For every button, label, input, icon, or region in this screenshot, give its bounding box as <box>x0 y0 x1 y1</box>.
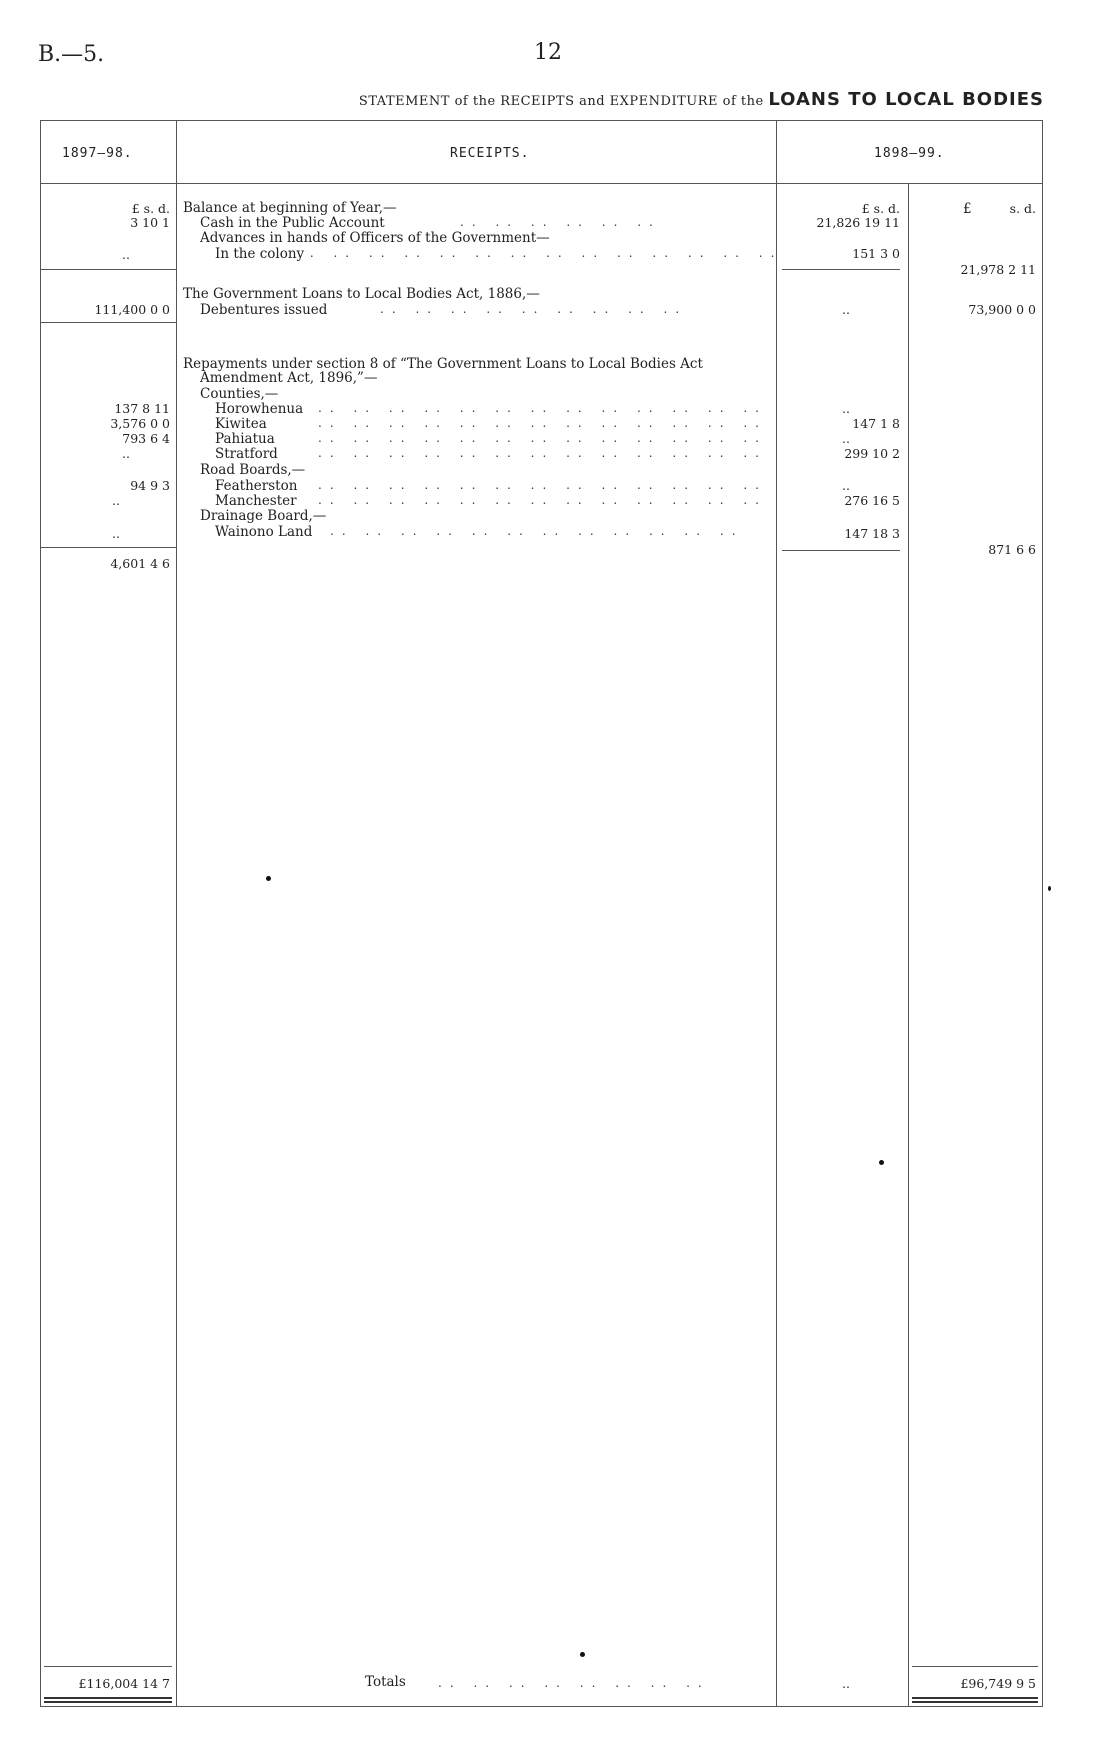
act1886-heading: The Government Loans to Local Bodies Act, 1886,— <box>183 286 540 302</box>
right-border <box>1042 120 1043 1706</box>
item-prev: 793 6 4 <box>122 431 170 446</box>
counties-label: Counties,— <box>200 386 279 402</box>
leader-dots: .. .. .. .. .. .. .. .. .. .. .. .. .. <box>318 431 767 445</box>
rule-left-2 <box>40 322 176 323</box>
repayments-heading-2: Amendment Act, 1896,”— <box>200 370 378 386</box>
drainage-item-cur: 147 18 3 <box>844 526 900 541</box>
rule-left-1 <box>40 269 176 270</box>
leader-dots: .. .. .. .. .. .. .. .. .. <box>380 302 688 316</box>
ink-speck <box>266 876 271 881</box>
drainage-label: Drainage Board,— <box>200 508 327 524</box>
header-divider <box>40 183 1043 184</box>
colony-prev: .. <box>122 247 130 262</box>
statement-title <box>359 89 1044 110</box>
debentures-label: Debentures issued <box>200 302 328 318</box>
item-cur: .. <box>842 431 850 446</box>
totals-cur: £96,749 9 5 <box>960 1676 1036 1691</box>
rule-mid-1 <box>782 269 900 270</box>
leader-dots: .. .. .. .. .. .. .. .. .. .. .. .. .. <box>318 478 767 492</box>
page-number: 12 <box>534 40 562 65</box>
item-label: Pahiatua <box>215 431 275 447</box>
column-header-1897: 1897–98. <box>62 146 133 161</box>
totals-rule-right <box>912 1666 1038 1667</box>
item-cur: 147 1 8 <box>852 416 900 431</box>
totals-label: Totals <box>365 1674 406 1690</box>
item-label: Stratford <box>215 446 278 462</box>
rule-mid-3 <box>782 550 900 551</box>
road-item-cur: 276 16 5 <box>844 493 900 508</box>
road-item-prev: 94 9 3 <box>130 478 170 493</box>
cash-label: Cash in the Public Account <box>200 215 385 231</box>
col-divider-3 <box>908 183 909 1706</box>
item-prev: 137 8 11 <box>114 401 170 416</box>
cash-cur: 21,826 19 11 <box>816 215 900 230</box>
balance-heading: Balance at beginning of Year,— <box>183 200 397 216</box>
totals-prev: £116,004 14 7 <box>78 1676 170 1691</box>
leader-dots: .. .. .. .. .. .. .. .. .. .. .. .. .. .. <box>298 246 783 260</box>
debentures-prev: 111,400 0 0 <box>94 302 170 317</box>
table-bottom-border <box>40 1706 1043 1707</box>
debentures-cur: 73,900 0 0 <box>968 302 1036 317</box>
title-big: LOANS TO LOCAL BODIES <box>768 89 1044 110</box>
drainage-item-prev: .. <box>112 526 120 541</box>
drainage-item-label: Wainono Land <box>215 524 313 540</box>
units-pound: £ <box>963 201 972 217</box>
road-item-cur: .. <box>842 478 850 493</box>
column-header-receipts: RECEIPTS. <box>450 146 530 161</box>
road-item-label: Manchester <box>215 493 297 509</box>
title-small: STATEMENT of the RECEIPTS and EXPENDITURE of the <box>358 94 764 109</box>
double-rule-left-a <box>44 1697 172 1699</box>
item-cur: .. <box>842 401 850 416</box>
column-header-1898: 1898–99. <box>874 146 945 161</box>
left-border <box>40 120 41 1706</box>
leader-dots: .. .. .. .. .. .. .. .. .. .. .. .. .. <box>318 416 767 430</box>
leader-dots: .. .. .. .. .. .. .. .. .. .. .. .. .. <box>318 493 767 507</box>
table-top-border <box>40 120 1043 121</box>
item-label: Horowhenua <box>215 401 304 417</box>
colony-label: In the colony <box>215 246 305 262</box>
units-sd: s. d. <box>1009 201 1036 216</box>
rule-left-3 <box>40 547 176 548</box>
ink-speck <box>879 1160 884 1165</box>
ink-speck <box>580 1652 585 1657</box>
units-mid: £ s. d. <box>861 201 900 216</box>
repayments-subtotal-prev: 4,601 4 6 <box>110 556 170 571</box>
totals-rule-left <box>44 1666 172 1667</box>
leader-dots: .. .. .. .. .. .. .. .. .. .. .. .. .. <box>318 446 767 460</box>
item-prev: 3,576 0 0 <box>110 416 170 431</box>
col-divider-2 <box>776 120 777 1706</box>
double-rule-right-a <box>912 1697 1038 1699</box>
totals-mid: .. <box>842 1676 850 1691</box>
colony-cur: 151 3 0 <box>852 246 900 261</box>
leader-dots: .. .. .. .. .. .. .. .. .. .. .. .. .. <box>318 401 767 415</box>
col-divider-1 <box>176 120 177 1706</box>
repayments-heading-1: Repayments under section 8 of “The Government Loans to Local Bodies Act <box>183 356 703 372</box>
leader-dots: .. .. .. .. .. .. .. .. <box>438 1676 710 1690</box>
repayments-subtotal-cur: 871 6 6 <box>988 542 1036 557</box>
leader-dots: .. .. .. .. .. .. <box>460 215 661 229</box>
double-rule-right-b <box>912 1701 1038 1703</box>
ink-speck <box>1048 886 1051 891</box>
debentures-cur-mid: .. <box>842 302 850 317</box>
double-rule-left-b <box>44 1701 172 1703</box>
road-item-label: Featherston <box>215 478 298 494</box>
units-left: £ s. d. <box>131 201 170 216</box>
item-prev: .. <box>122 446 130 461</box>
advances-label: Advances in hands of Officers of the Government— <box>200 230 550 246</box>
road-item-prev: .. <box>112 493 120 508</box>
document-reference: B.—5. <box>38 42 105 67</box>
leader-dots: .. .. .. .. .. .. .. .. .. .. .. .. <box>330 524 744 538</box>
balance-subtotal: 21,978 2 11 <box>960 262 1036 277</box>
cash-prev: 3 10 1 <box>130 215 170 230</box>
item-cur: 299 10 2 <box>844 446 900 461</box>
item-label: Kiwitea <box>215 416 267 432</box>
road-boards-label: Road Boards,— <box>200 462 306 478</box>
